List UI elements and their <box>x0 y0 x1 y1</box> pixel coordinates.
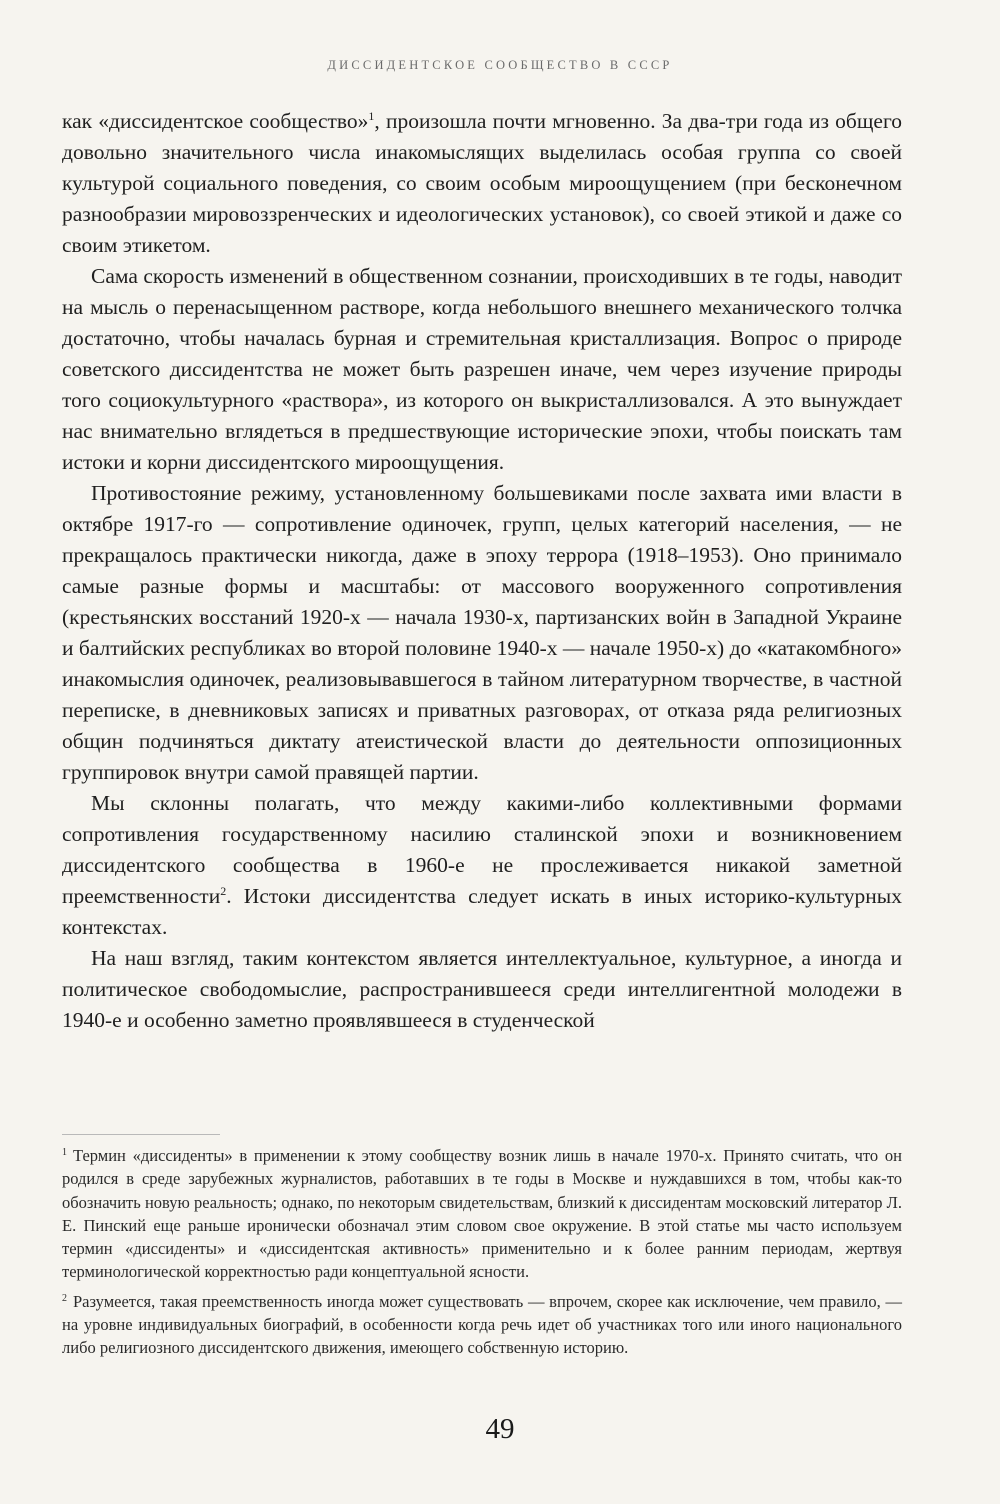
paragraph-4-text-cont: . Истоки диссидентства следует искать в иных историко-культурных контекстах. <box>62 884 902 939</box>
footnote-1 <box>62 1144 902 1284</box>
paragraph-4 <box>62 788 902 943</box>
paragraph-3: Противостояние режиму, установленному большевиками после захвата ими власти в октябре 1917-го — сопротивление одиночек, групп, целых категорий населения, — не прекращалось практически никогда, даже в эпоху террора (1918–1953). Оно принимало самые разные формы и масштабы: от массового вооруженного сопротивления (крестьянских восстаний 1920-х — начала 1930-х, партизанских войн в Западной Украине и балтийских республиках во второй половине 1940-х — начале 1950-х) до «катакомбного» инакомыслия одиночек, реализовывавшегося в тайном литературном творчестве, в частной переписке, в дневниковых записях и приватных разговорах, от отказа ряда религиозных общин подчиняться диктату атеистической власти до деятельности оппозиционных группировок внутри самой правящей партии. <box>62 481 902 784</box>
paragraph-5: На наш взгляд, таким контекстом является интеллектуальное, культурное, а иногда и политическое свободомыслие, распространившееся среди интеллигентной молодежи в 1940-е и особенно заметно проявлявшееся в студенческой <box>62 946 902 1032</box>
footnote-ref-2[interactable]: 2 <box>220 884 227 898</box>
paragraph-1-text: как «диссидентское сообщество» <box>62 109 369 133</box>
paragraph-2: Сама скорость изменений в общественном сознании, происходивших в те годы, наводит на мысль о перенасыщенном растворе, когда небольшого внешнего механического толчка достаточно, чтобы началась бурная и стремительная кристаллизация. Вопрос о природе советского диссидентства не может быть разрешен иначе, чем через изучение природы того социокультурного «раствора», из которого он выкристаллизовался. А это вынуждает нас внимательно вглядеться в предшествующие исторические эпохи, чтобы поискать там истоки и корни диссидентского мироощущения. <box>62 264 902 474</box>
page-number: 49 <box>485 1413 515 1445</box>
running-head: ДИССИДЕНТСКОЕ СООБЩЕСТВО В СССР <box>327 58 673 72</box>
paragraph-4-text: Мы склонны полагать, что между какими-либо коллективными формами сопротивления государственному насилию сталинской эпохи и возникновением диссидентского сообщества в 1960-е не прослеживается никакой заметной преемственности <box>62 791 902 908</box>
main-text <box>62 106 902 1036</box>
footnote-mark-1: 1 <box>62 1147 67 1158</box>
paragraph-1-text-cont: , произошла почти мгновенно. За два-три года из общего довольно значительного числа инакомыслящих выделилась особая группа со своей культурой социального поведения, со своим особым мироощущением (при бесконечном разнообразии мировоззренческих и идеологических установок), со своей этикой и даже со своим этикетом. <box>62 109 902 257</box>
footnote-mark-2: 2 <box>62 1292 67 1304</box>
paragraph-1 <box>62 106 902 261</box>
footnote-2 <box>62 1290 902 1360</box>
footnotes <box>62 1144 902 1366</box>
footnote-2-text: Разумеется, такая преемственность иногда может существовать — впрочем, скорее как исключение, чем правило, — на уровне индивидуальных биографий, в особенности когда речь идет об участниках того или иного национального либо религиозного диссидентского движения, имеющего собственную историю. <box>62 1291 902 1358</box>
footnote-divider <box>62 1134 220 1135</box>
footnote-1-text: Термин «диссиденты» в применении к этому сообществу возник лишь в начале 1970-х. Принято считать, что он родился в среде зарубежных журналистов, работавших в те годы в Москве и нуждавшихся в том, чтобы как-то обозначить новую реальность; однако, по некоторым свидетельствам, близкий к диссидентам московский литератор Л. Е. Пинский еще раньше иронически обозначал этим словом свое окружение. В этой статье мы часто используем термин «диссиденты» и «диссидентская активность» применительно и к более ранним периодам, жертвуя терминологической корректностью ради концептуальной ясности. <box>62 1146 902 1282</box>
footnote-ref-1[interactable]: 1 <box>368 109 375 123</box>
